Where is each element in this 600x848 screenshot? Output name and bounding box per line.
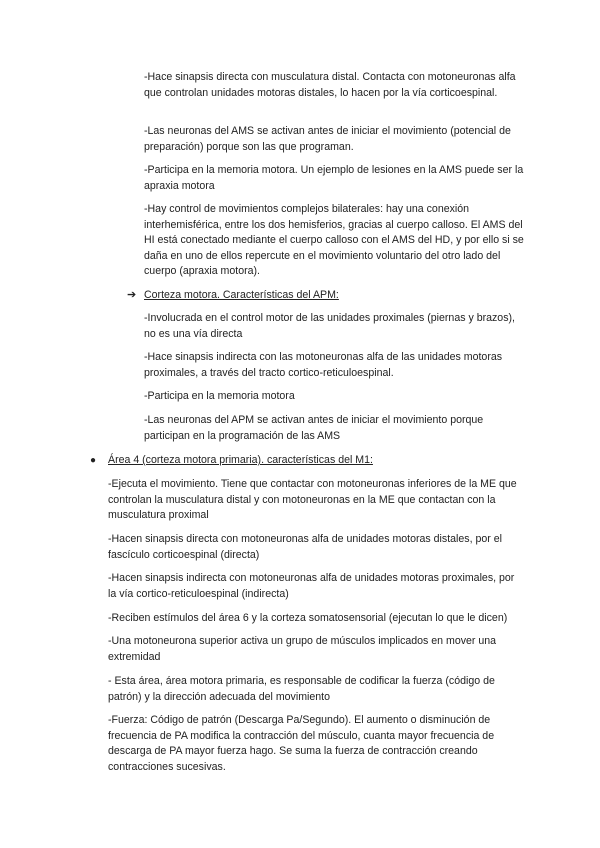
m1-paragraph-4: -Reciben estímulos del área 6 y la corteza somatosensorial (ejecutan lo que le dicen) [108,612,508,624]
ams-paragraph-3: -Participa en la memoria motora. Un ejemplo de lesiones en la AMS puede ser la apraxia motora [144,164,524,192]
apm-paragraph-3: -Participa en la memoria motora [144,390,295,402]
m1-paragraph-1: -Ejecuta el movimiento. Tiene que contactar con motoneuronas inferiores de la ME que controlan la musculatura distal y con motoneuronas en la ME que contactan con la musculatura proximal [108,478,517,522]
apm-paragraph-1: -Involucrada en el control motor de las unidades proximales (piernas y brazos), no es una vía directa [144,312,515,340]
m1-paragraph-3: -Hacen sinapsis indirecta con motoneuronas alfa de unidades motoras proximales, por la vía cortico-reticuloespinal (indirecta) [108,572,515,600]
ams-paragraph-4: -Hay control de movimientos complejos bilaterales: hay una conexión interhemisférica, entre los dos hemisferios, gracias al cuerpo calloso. El AMS del HI está conectado mediante el cuerpo calloso con el AMS del HD, y por ello si se daña en uno de ellos repercute en el movimiento voluntario del otro lado del cuerpo (apraxia motora). [144,203,524,278]
apm-heading: Corteza motora. Características del APM: [144,289,339,301]
apm-paragraph-2: -Hace sinapsis indirecta con las motoneuronas alfa de las unidades motoras proximales, a través del tracto cortico-reticuloespinal. [144,351,503,379]
ams-paragraph-1: -Hace sinapsis directa con musculatura distal. Contacta con motoneuronas alfa que controlan unidades motoras distales, lo hacen por la vía corticoespinal. [144,71,516,99]
ams-paragraph-2: -Las neuronas del AMS se activan antes de iniciar el movimiento (potencial de preparación) porque son las que programan. [144,125,511,153]
m1-heading: Área 4 (corteza motora primaria). características del M1: [108,454,373,466]
m1-paragraph-5: -Una motoneurona superior activa un grupo de músculos implicados en mover una extremidad [108,635,497,663]
m1-paragraph-2: -Hacen sinapsis directa con motoneuronas alfa de unidades motoras distales, por el fascículo corticoespinal (directa) [108,533,502,561]
apm-paragraph-4: -Las neuronas del APM se activan antes de iniciar el movimiento porque participan en la programación de las AMS [144,414,484,442]
m1-paragraph-7: -Fuerza: Código de patrón (Descarga Pa/Segundo). El aumento o disminución de frecuencia de PA modifica la contracción del músculo, cuanta mayor frecuencia de descarga de PA mayor fuerza hago. Se suma la fuerza de contracción creando contracciones sucesivas. [108,714,495,773]
arrow-bullet-icon: ➔ [127,289,137,301]
m1-paragraph-6: - Esta área, área motora primaria, es responsable de codificar la fuerza (código de patrón) y la dirección adecuada del movimiento [108,675,495,703]
bullet-icon: ● [90,455,97,466]
